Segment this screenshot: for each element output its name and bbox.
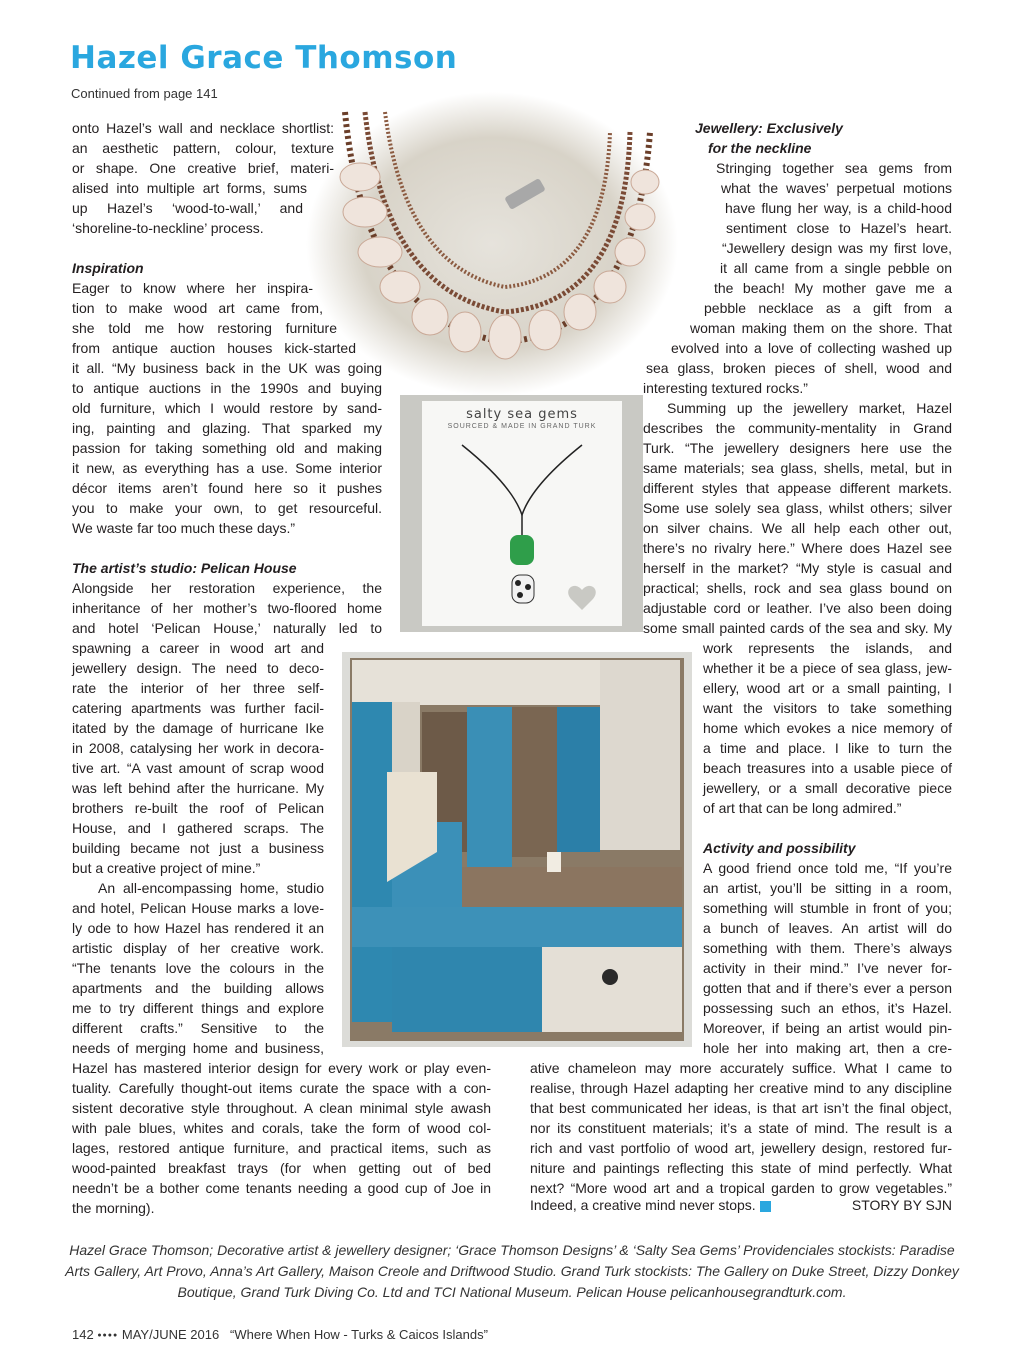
text-line: ative chameleon may more accurately suffice. What I came to bbox=[530, 1060, 952, 1076]
text-line: spawning a career in wood art and bbox=[72, 640, 324, 656]
text-line: up Hazel’s ‘wood-to-wall,’ and bbox=[72, 200, 303, 216]
text-line: it new, as everything has a use. Some interior bbox=[72, 460, 382, 476]
text-line: gotten that and if there’s ever a person bbox=[703, 980, 952, 996]
text-line: itated by the damage of hurricane Ike bbox=[72, 720, 324, 736]
text-line: old furniture, which I would restore by sand- bbox=[72, 400, 382, 416]
text-line: rate the interior of her three self- bbox=[72, 680, 324, 696]
text-line: A good friend once told me, “If you’re bbox=[703, 860, 952, 876]
text-line: interesting textured rocks.” bbox=[643, 380, 808, 396]
text-line: tion to make wood art came from, bbox=[72, 300, 323, 316]
text-line: the beach! My mother gave me a bbox=[714, 280, 952, 296]
text-line: Turk. “The jewellery designers here use the bbox=[643, 440, 952, 456]
text-line: hole her into making art, then a cre- bbox=[703, 1040, 952, 1056]
text-line: same materials; sea glass, shells, metal, but in bbox=[643, 460, 952, 476]
text-line: there’s no rivalry here.” Where does Hazel see bbox=[643, 540, 952, 556]
text-line: from antique auction houses kick-started bbox=[72, 340, 356, 356]
text-line: lages, restored antique furniture, and practical items, such as bbox=[72, 1140, 491, 1156]
text-line: whether it be a piece of sea glass, jew- bbox=[703, 660, 952, 676]
page-number: 142 bbox=[72, 1327, 94, 1342]
text-line: practical; shells, rock and sea glass bound on bbox=[643, 580, 952, 596]
text-line: Moreover, if being an artist would pin- bbox=[703, 1020, 952, 1036]
publication-name: “Where When How - Turks & Caicos Islands” bbox=[230, 1327, 488, 1342]
text-line: Summing up the jewellery market, Hazel bbox=[667, 400, 952, 416]
text-line: sea glass, broken pieces of shell, wood and bbox=[646, 360, 952, 376]
text-line: tuality. Carefully thought-out items curate the space with a con- bbox=[72, 1080, 491, 1096]
final-sentence: Indeed, a creative mind never stops. bbox=[530, 1197, 756, 1213]
text-line bbox=[703, 818, 952, 838]
text-line: apartments and the building allows bbox=[72, 980, 324, 996]
text-line: of art that can be long admired.” bbox=[703, 800, 902, 816]
text-line: artistic display of her creative work. bbox=[72, 940, 324, 956]
text-line: with pale blues, whites and corals, take the form of wood col- bbox=[72, 1120, 491, 1136]
pendant-card-photo bbox=[400, 395, 643, 632]
text-line: different styles that appease different markets. bbox=[643, 480, 952, 496]
text-line: sistent decorative style throughout. A clean minimal style awash bbox=[72, 1100, 491, 1116]
text-line: something will stumble in front of you; bbox=[703, 900, 952, 916]
article-title: Hazel Grace Thomson bbox=[70, 40, 458, 76]
text-line: ‘shoreline-to-neckline’ process. bbox=[72, 220, 264, 236]
text-line: woman making them on the shore. That bbox=[690, 320, 952, 336]
text-line: activity in their mind.” I’ve never for- bbox=[703, 960, 952, 976]
card-tagline: SOURCED & MADE IN GRAND TURK bbox=[447, 423, 597, 430]
page-footer bbox=[72, 1327, 488, 1342]
text-line: on silver chains. We all help each other out, bbox=[643, 520, 952, 536]
pendant-graphic bbox=[422, 435, 622, 625]
text-line: work represents the islands, and bbox=[703, 640, 952, 656]
text-line: niture and paintings reflecting this state of mind perfectly. What bbox=[530, 1160, 952, 1176]
text-line: passion for taking something old and making bbox=[72, 440, 382, 456]
text-line: Some use solely sea glass, whilst others; silver bbox=[643, 500, 952, 516]
text-line: An all-encompassing home, studio bbox=[98, 880, 324, 896]
text-line: catering apartments was further facil- bbox=[72, 700, 324, 716]
text-line: rich and vast portfolio of wood art, jewellery design, restored fur- bbox=[530, 1140, 952, 1156]
text-line: House, and I gathered scraps. The bbox=[72, 820, 324, 836]
text-line: The artist’s studio: Pelican House bbox=[72, 560, 297, 576]
text-line: herself in the market? “My style is casual and bbox=[643, 560, 952, 576]
text-line: a time and place. I like to turn the bbox=[703, 740, 952, 756]
text-line: tive art. “A vast amount of scrap wood bbox=[72, 760, 324, 776]
footer-dots: ●●●● bbox=[97, 1332, 119, 1340]
text-line: Eager to know where her inspira- bbox=[72, 280, 313, 296]
text-line: some small painted cards of the sea and sky. My bbox=[643, 620, 952, 636]
text-line: describes the community-mentality in Grand bbox=[643, 420, 952, 436]
text-line: want the visitors to take something bbox=[703, 700, 952, 716]
text-line: Alongside her restoration experience, the bbox=[72, 580, 382, 596]
text-line: sentiment close to Hazel’s heart. bbox=[726, 220, 952, 236]
text-line: jewellery design. The need to deco- bbox=[72, 660, 324, 676]
stockists-caption: Hazel Grace Thomson; Decorative artist & jewellery designer; ‘Grace Thomson Designs’ & ‘Salty Sea Gems’ Providenciales stockists: Paradise Arts Gallery, Art Provo, Anna’s Art Gallery, Maison Creole and Driftwood Studio. Grand Turk stockists: The Gallery on Duke Street, Dizzy Donkey Boutique, Grand Turk Diving Co. Ltd and TCI National Museum. Pelican House pelicanhousegrandturk.com. bbox=[65, 1242, 959, 1300]
story-credit: STORY BY SJN bbox=[851, 1197, 952, 1213]
text-line: and hotel ‘Pelican House,’ naturally led to bbox=[72, 620, 382, 636]
text-line: Activity and possibility bbox=[703, 840, 856, 856]
text-line: adjustable cord or leather. I’ve also been doing bbox=[643, 600, 952, 616]
text-line: onto Hazel’s wall and necklace shortlist: bbox=[72, 120, 334, 136]
text-line: brothers re-built the roof of Pelican bbox=[72, 800, 324, 816]
text-line: Inspiration bbox=[72, 260, 144, 276]
text-line: an aesthetic pattern, colour, texture bbox=[72, 140, 334, 156]
text-line bbox=[72, 538, 382, 558]
text-line: the morning). bbox=[72, 1200, 155, 1216]
text-line: needn’t be a bother come tenants needing a good cup of Joe in bbox=[72, 1180, 491, 1196]
text-line: ing, painting and glazing. That sparked my bbox=[72, 420, 382, 436]
text-line: that best communicated her ideas, is that art isn’t the final object, bbox=[530, 1100, 952, 1116]
text-line: alised into multiple art forms, sums bbox=[72, 180, 307, 196]
necklace-photo bbox=[305, 92, 680, 397]
text-line: next? “More wood art and a tropical garden to grow vegetables.” bbox=[530, 1180, 952, 1196]
text-line: evolved into a love of collecting washed up bbox=[671, 340, 952, 356]
text-line: and hotel, Pelican House marks a love- bbox=[72, 900, 324, 916]
text-line: pebble necklace as a gift from a bbox=[704, 300, 952, 316]
text-line: building became not just a business bbox=[72, 840, 324, 856]
text-line: it all. “My business back in the UK was going bbox=[72, 360, 382, 376]
text-line: have flung her way, is a child-hood bbox=[725, 200, 952, 216]
text-line: was left behind after the hurricane. My bbox=[72, 780, 324, 796]
text-line: Stringing together sea gems from bbox=[716, 160, 952, 176]
text-line: she told me how restoring furniture bbox=[72, 320, 337, 336]
text-line: me to try different things and explore bbox=[72, 1000, 324, 1016]
text-line: a bunch of leaves. An artist will do bbox=[703, 920, 952, 936]
continued-note: Continued from page 141 bbox=[71, 86, 218, 101]
text-line bbox=[72, 238, 303, 258]
text-line: but a creative project of mine.” bbox=[72, 860, 261, 876]
card-brand: salty sea gems bbox=[466, 407, 578, 422]
final-line bbox=[530, 1195, 952, 1215]
text-line: or shape. One creative brief, materi- bbox=[72, 160, 334, 176]
end-square-icon bbox=[760, 1201, 771, 1212]
text-line: ellery, wood art or a small painting, I bbox=[703, 680, 952, 696]
text-line: it all came from a single pebble on bbox=[720, 260, 952, 276]
text-line: nor its constituent materials; it’s a state of mind. The result is a bbox=[530, 1120, 952, 1136]
text-line: to antique auctions in the 1990s and buying bbox=[72, 380, 382, 396]
text-line: an artist, you’ll be sitting in a room, bbox=[703, 880, 952, 896]
text-line: jewellery, or a small decorative piece bbox=[703, 780, 952, 796]
text-line: realise, through Hazel adapting her creative mind to any discipline bbox=[530, 1080, 952, 1096]
text-line: needs of merging home and business, bbox=[72, 1040, 324, 1056]
text-line: “Jewellery design was my first love, bbox=[722, 240, 952, 256]
text-line: different crafts.” Sensitive to the bbox=[72, 1020, 324, 1036]
text-line: ly ode to how Hazel has rendered it an bbox=[72, 920, 324, 936]
text-line: for the neckline bbox=[708, 140, 812, 156]
text-line: wood-painted breakfast trays (for when getting out of bed bbox=[72, 1160, 491, 1176]
text-line: “The tenants love the colours in the bbox=[72, 960, 324, 976]
text-line: what the waves’ perpetual motions bbox=[721, 180, 952, 196]
text-line: Jewellery: Exclusively bbox=[695, 120, 843, 136]
text-line: décor items aren’t found here so it pushes bbox=[72, 480, 382, 496]
text-line: Hazel has mastered interior design for every work or play even- bbox=[72, 1060, 491, 1076]
text-line: inheritance of her mother’s two-floored home bbox=[72, 600, 382, 616]
issue-date: MAY/JUNE 2016 bbox=[121, 1327, 220, 1342]
text-line: you to make your own, to get resourceful. bbox=[72, 500, 382, 516]
text-line: possessing such an ethos, it’s Hazel. bbox=[703, 1000, 952, 1016]
text-line: beach treasures into a usable piece of bbox=[703, 760, 952, 776]
text-line: something with them. There’s always bbox=[703, 940, 952, 956]
text-line: in 2008, catalysing her work in decora- bbox=[72, 740, 324, 756]
text-line: We waste far too much these days.” bbox=[72, 520, 296, 536]
wood-art-photo bbox=[342, 652, 692, 1047]
text-line: home which evokes a nice memory of bbox=[703, 720, 952, 736]
